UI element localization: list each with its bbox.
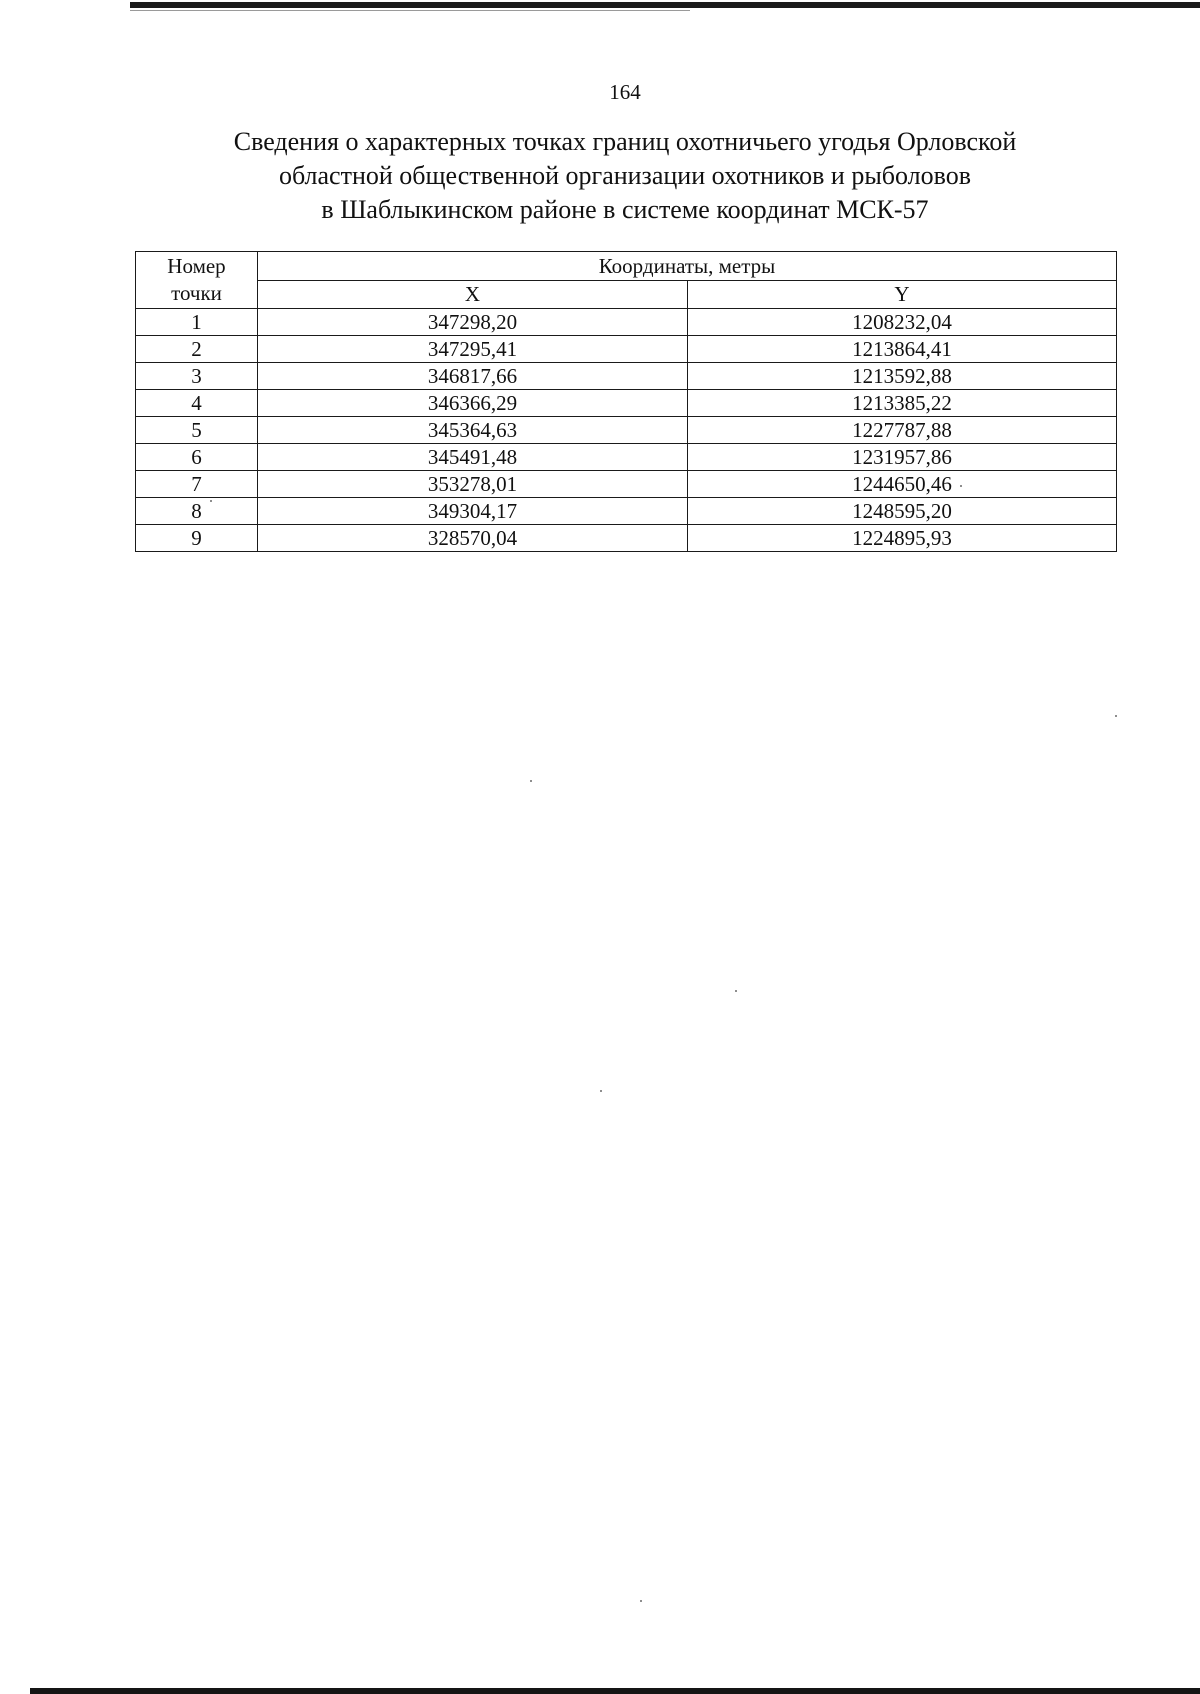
point-number-cell: 8: [136, 498, 258, 525]
y-cell: 1224895,93: [688, 525, 1117, 552]
scan-speck: [1115, 715, 1117, 717]
scan-edge-bottom: [30, 1688, 1200, 1694]
scan-edge-top: [130, 2, 1200, 8]
x-cell: 347295,41: [258, 336, 688, 363]
scan-speck: [600, 1090, 602, 1092]
point-number-cell: 1: [136, 309, 258, 336]
y-cell: 1213864,41: [688, 336, 1117, 363]
point-number-cell: 6: [136, 444, 258, 471]
point-number-cell: 2: [136, 336, 258, 363]
table-row: [136, 498, 1117, 525]
y-cell: 1231957,86: [688, 444, 1117, 471]
point-number-cell: 7: [136, 471, 258, 498]
coordinates-table: [135, 251, 1117, 552]
title-line: в Шаблыкинском районе в системе координат МСК-57: [321, 195, 929, 224]
table-row: [136, 444, 1117, 471]
point-number-header: [136, 252, 258, 309]
scan-speck: [960, 485, 962, 487]
table-row: [136, 525, 1117, 552]
x-cell: 346366,29: [258, 390, 688, 417]
point-number-header-line2: точки: [171, 281, 222, 305]
scan-speck: [640, 1600, 642, 1602]
y-cell: 1213385,22: [688, 390, 1117, 417]
table-row: [136, 336, 1117, 363]
point-number-header-line1: Номер: [167, 254, 226, 278]
x-cell: 349304,17: [258, 498, 688, 525]
y-cell: 1227787,88: [688, 417, 1117, 444]
x-cell: 345364,63: [258, 417, 688, 444]
table-row: [136, 417, 1117, 444]
scan-speck: [735, 990, 737, 992]
y-header: Y: [688, 280, 1117, 309]
table-row: [136, 390, 1117, 417]
point-number-cell: 9: [136, 525, 258, 552]
point-number-cell: 5: [136, 417, 258, 444]
table-row: [136, 363, 1117, 390]
x-cell: 345491,48: [258, 444, 688, 471]
coordinates-header: Координаты, метры: [258, 252, 1117, 281]
scan-edge-top-thin: [130, 10, 690, 11]
y-cell: 1248595,20: [688, 498, 1117, 525]
x-cell: 347298,20: [258, 309, 688, 336]
title-line: областной общественной организации охотников и рыболовов: [278, 161, 972, 190]
table-row: [136, 309, 1117, 336]
page-number: 164: [609, 80, 641, 104]
title-line: Сведения о характерных точках границ охотничьего угодья Орловской: [233, 127, 1017, 156]
point-number-cell: 4: [136, 390, 258, 417]
scan-speck: [530, 780, 532, 782]
y-cell: 1213592,88: [688, 363, 1117, 390]
document-title: [0, 125, 1200, 227]
point-number-cell: 3: [136, 363, 258, 390]
y-cell: 1208232,04: [688, 309, 1117, 336]
y-cell: 1244650,46: [688, 471, 1117, 498]
table-row: [136, 471, 1117, 498]
x-cell: 353278,01: [258, 471, 688, 498]
x-cell: 346817,66: [258, 363, 688, 390]
x-header: X: [258, 280, 688, 309]
scan-speck: [210, 500, 212, 502]
x-cell: 328570,04: [258, 525, 688, 552]
